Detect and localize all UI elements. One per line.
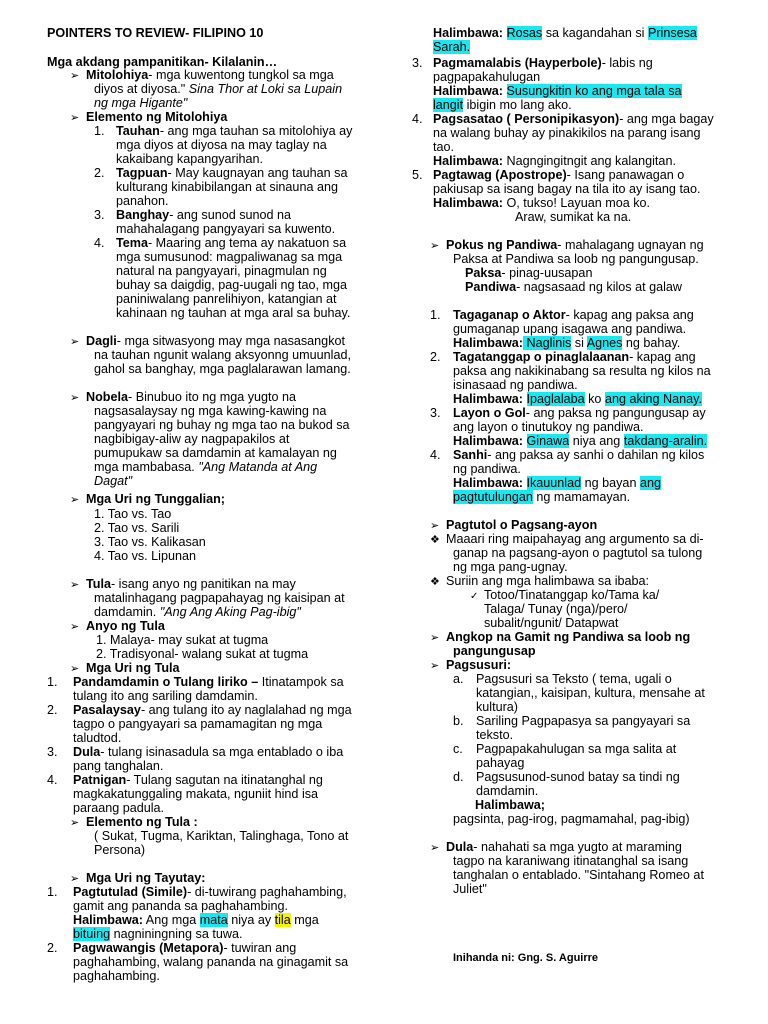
pagsusuri-line: Pagpapakahulugan sa mga salita at [476,742,677,756]
diamond-bullet-icon: ❖ [430,576,440,588]
list-item-line: kakaibang kapangyarihan. [116,152,264,166]
pagsusuri-line: damdamin. [476,784,539,798]
tagatanggap-example: Halimbawa: Ipaglalaba ko ang aking Nanay. [453,392,703,406]
list-item-line: natural na pangyayari, pinagmulan ng [116,264,327,278]
list-item: 3. [47,745,58,759]
apostrope-line: pakiusap sa isang bagay na tila ito ay isang tao. [433,182,701,196]
list-item: Dula- tulang isinasadula sa mga entablado o iba [73,745,344,759]
list-item: Pasalaysay- ang tulang ito ay naglalahad ng mga [73,703,352,717]
prepared-by-signature: Inihanda ni: Gng. S. Aguirre [453,952,599,964]
pagsusuri-line: kultura) [476,700,518,714]
list-item: 2. Tao vs. Sarili [94,521,180,535]
diamond-bullet-icon: ❖ [430,534,440,546]
arrow-bullet-icon: ➢ [70,112,80,124]
list-item: 2. [47,941,58,955]
list-item-line: taludtod. [73,731,122,745]
aktor-line: Tagaganap o Aktor- kapag ang paksa ang [453,308,694,322]
nobela-line: Dagat" [94,474,133,488]
pagsusuri-line: katangian,, kaisipan, kultura, mensahe at [476,686,705,700]
list-item: 1. [47,675,58,689]
list-item-line: panahon. [116,194,169,208]
list-item: Tema- Maaring ang tema ay nakatuon sa [116,236,347,250]
list-item: 4. [412,112,423,126]
pokus-line: Paksa at Pandiwa sa loob ng pangungusap. [453,252,699,266]
list-item: 4. [94,236,105,250]
list-item-line: mga sumusunod: magpaliwanag sa mga [116,250,343,264]
pagtutulad-line: Pagtutulad (Simile)- di-tuwirang paghahambing, [73,885,347,899]
list-item: d. [453,770,464,784]
dula-line: ➢ Dula- nahahati sa mga yugto at maraming [430,840,682,854]
list-item: 1. [94,124,105,138]
list-item: 5. [412,168,423,182]
list-item: 2. [430,350,441,364]
elemento-tula-line: Persona) [94,843,146,857]
pokus-line: ➢ Pokus ng Pandiwa- mahalagang ugnayan ng [430,238,704,252]
arrow-bullet-icon: ➢ [70,70,80,82]
uri-tula-heading: ➢ Mga Uri ng Tula [70,661,180,675]
pagtutulad-example: bituing nagniningning sa tuwa. [73,927,243,941]
dagli-line: ➢ Dagli- mga sitwasyong may mga nasasangkot [70,334,345,348]
aktor-example: Halimbawa: Naglinis si Agnes ng bahay. [453,336,681,350]
elemento-mitolohiya-heading: ➢ Elemento ng Mitolohiya [70,110,228,124]
arrow-bullet-icon: ➢ [70,494,80,506]
pandiwa-line: Pandiwa- nagsasaad ng kilos at galaw [465,280,683,294]
nobela-line: nagbibigay-aliw ay nagpapakilos at [94,432,290,446]
metapora-example: Halimbawa: Rosas sa kagandahan si Prinsesa [433,26,697,40]
nobela-line: nagsasalaysay ng mga kawing-kawing na [94,404,327,418]
dula-line: tagpo na karaniwang itinatanghal sa isang [453,854,689,868]
arrow-bullet-icon: ➢ [70,621,80,633]
list-item-line: kahinaan ng tauhan at mga aral sa buhay. [116,306,351,320]
list-item: Patnigan- Tulang sagutan na itinatanghal ng [73,773,323,787]
personipikasyon-line: Pagsasatao ( Personipikasyon)- ang mga bagay [433,112,714,126]
list-item: 2. [94,166,105,180]
list-item: 3. Tao vs. Kalikasan [94,535,206,549]
list-item-line: paniniwalang panrelihiyon, katangian at [116,292,337,306]
arrow-bullet-icon: ➢ [70,392,80,404]
mitolohiya-line: diyos at diyosa." Sina Thor at Loki sa Lupain [94,82,343,96]
list-item-line: magkakatunggaling makata, nguniit hind isa [73,787,319,801]
apostrope-example: Halimbawa: O, tukso! Layuan moa ko. [433,196,651,210]
list-item: Pandamdamin o Tulang liriko – Itinatampok sa [73,675,344,689]
tunggalian-heading: ➢ Mga Uri ng Tunggalian; [70,492,225,506]
pagtutulad-line: gamit ang pananda sa paghahambing. [73,899,288,913]
pagwawangis-line: paghahambing, walang pananda na ginagamit sa [73,955,349,969]
paksa-line: Paksa- pinag-uusapan [465,266,593,280]
list-item-line: tulang ito ang sariling damdamin. [73,689,258,703]
pagwawangis-line: Pagwawangis (Metapora)- tuwiran ang [73,941,297,955]
list-item: 3. [94,208,105,222]
list-item: 1. Tao vs. Tao [94,507,172,521]
dula-line: tanghalan o entablado. "Sintahang Romeo at [453,868,704,882]
apostrope-line: Pagtawag (Apostrope)- Isang panawagan o [433,168,685,182]
list-item: 1. [47,885,58,899]
pagtutol-heading: ➢ Pagtutol o Pagsang-ayon [430,518,598,532]
list-item: 1. [430,308,441,322]
list-item-line: mga diyos at diyosa na may taglay na [116,138,327,152]
anyo-tula-heading: ➢ Anyo ng Tula [70,619,165,633]
list-item: 2. Tradisyonal- walang sukat at tugma [96,647,309,661]
arrow-bullet-icon: ➢ [430,240,440,252]
suriin-check-line: subalit/ngunit/ Datapwat [484,616,619,630]
document-title: POINTERS TO REVIEW- FILIPINO 10 [47,26,264,40]
list-item: 1. Malaya- may sukat at tugma [96,633,269,647]
apostrope-example: Araw, sumikat ka na. [515,210,632,224]
tula-line: damdamin. "Ang Ang Aking Pag-ibig" [94,605,301,619]
dagli-line: na tauhan ngunit walang aksyonng umuunlad, [94,348,351,362]
nobela-line: mga mambabasa. "Ang Matanda at Ang [94,460,318,474]
halimbawa-heading: Halimbawa; [475,798,545,812]
dula-line: Juliet" [453,882,487,896]
hayperbole-example: langit ibigin mo lang ako. [433,98,572,112]
arrow-bullet-icon: ➢ [430,632,440,644]
tagatanggap-line: isinasaad ng pandiwa. [453,378,578,392]
layon-line: ang layon o tinutukoy ng pandiwa. [453,420,644,434]
halimbawa-line: pagsinta, pag-irog, pagmamahal, pag-ibig) [453,812,690,826]
arrow-bullet-icon: ➢ [70,663,80,675]
list-item: Tagpuan- May kaugnayan ang tauhan sa [116,166,348,180]
nobela-line: pangyayari ng buhay ng mga tao na bukod sa [94,418,350,432]
list-item-line: tagpo o pangyayari sa pamamagitan ng mga [73,717,323,731]
pagwawangis-line: paghahambing. [73,969,160,983]
pagsusuri-line: pahayag [476,756,525,770]
arrow-bullet-icon: ➢ [70,336,80,348]
tagatanggap-line: Tagatanggap o pinaglalaanan- kapag ang [453,350,696,364]
layon-line: Layon o Gol- ang paksa ng pangungusap ay [453,406,706,420]
angkop-heading: ➢ Angkop na Gamit ng Pandiwa sa loob ng [430,630,691,644]
mitolohiya-line: ng mga Higante" [94,96,188,110]
list-item: 4. [47,773,58,787]
sanhi-example: pagtutulungan ng mamamayan. [453,490,631,504]
layon-example: Halimbawa: Ginawa niya ang takdang-aralin. [453,434,708,448]
list-item: 4. [430,448,441,462]
pagtutol-line: ❖ Maaari ring maipahayag ang argumento sa di- [430,532,704,546]
list-item: c. [453,742,463,756]
hayperbole-line: pagpapakahulugan [433,70,541,84]
arrow-bullet-icon: ➢ [430,520,440,532]
list-item: a. [453,672,464,686]
hayperbole-example: Halimbawa: Susungkitin ko ang mga tala sa [433,84,682,98]
list-item: 3. [412,56,423,70]
angkop-heading: pangungusap [453,644,536,658]
list-item-line: buhay sa daigdig, pag-uugali ng tao, mga [116,278,348,292]
checkmark-icon: ✓ [470,591,479,602]
pagtutulad-example: Halimbawa: Ang mga mata niya ay tila mga [73,913,319,927]
nobela-line: ➢ Nobela- Binubuo ito ng mga yugto na [70,390,297,404]
pagsusuri-line: Sariling Pagpapasya sa pangyayari sa [476,714,691,728]
list-item: 2. [47,703,58,717]
arrow-bullet-icon: ➢ [70,817,80,829]
personipikasyon-line: tao. [433,140,455,154]
elemento-tula-line: ( Sukat, Tugma, Kariktan, Talinghaga, Tono at [94,829,349,843]
list-item-line: kulturang kinabibilangan at sinauna ang [116,180,338,194]
personipikasyon-line: na walang buhay ay pinakikilos na parang isang [433,126,701,140]
hayperbole-line: Pagmamalabis (Hayperbole)- labis ng [433,56,653,70]
suriin-line: ❖ Suriin ang mga halimbawa sa ibaba: [430,574,650,588]
list-item: 4. Tao vs. Lipunan [94,549,196,563]
personipikasyon-example: Halimbawa: Nagngingitngit ang kalangitan. [433,154,676,168]
tagatanggap-line: paksa ang nakikinabang sa resulta ng kilos na [453,364,711,378]
elemento-tula-heading: ➢ Elemento ng Tula : [70,815,198,829]
section-subtitle: Mga akdang pampanitikan- Kilalanin… [47,55,278,69]
sanhi-line: ng pandiwa. [453,462,521,476]
list-item-line: pang tanghalan. [73,759,164,773]
pagsusuri-line: Pagsusuri sa Teksto ( tema, ugali o [476,672,672,686]
pagsusuri-line: Pagsusunod-sunod batay sa tindi ng [476,770,680,784]
pagtutol-line: ng mga pang-ugnay. [453,560,568,574]
suriin-check-line: Talaga/ Tunay (nga)/pero/ [484,602,628,616]
list-item-line: mahahalagang pangyayari sa kuwento. [116,222,336,236]
aktor-line: gumaganap upang isagawa ang pandiwa. [453,322,687,336]
suriin-check-line: ✓ Totoo/Tinatanggap ko/Tama ka/ [470,588,660,602]
sanhi-line: Sanhi- ang paksa ay sanhi o dahilan ng kilos [453,448,705,462]
list-item-line: paraang padula. [73,801,165,815]
dagli-line: gahol sa banghay, mga paglalarawan lamang. [94,362,351,376]
arrow-bullet-icon: ➢ [430,842,440,854]
list-item: Banghay- ang sunod sunod na [116,208,292,222]
pagtutol-line: ganap na pagsang-ayon o pagtutol sa tulong [453,546,703,560]
list-item: 3. [430,406,441,420]
metapora-example: Sarah. [433,40,471,54]
list-item: Tauhan- ang mga tauhan sa mitolohiya ay [116,124,353,138]
nobela-line: pumupukaw sa damdamin at kamalayan ng [94,446,337,460]
tula-line: matalinhagang pagpapahayag ng kaisipan at [94,591,345,605]
sanhi-example: Halimbawa: Ikauunlad ng bayan ang [453,476,661,490]
pagsusuri-line: teksto. [476,728,514,742]
mitolohiya-line: ➢ Mitolohiya- mga kuwentong tungkol sa mga [70,68,334,82]
pagsusuri-heading: ➢ Pagsusuri: [430,658,512,672]
tula-line: ➢ Tula- isang anyo ng panitikan na may [70,577,296,591]
tayutay-heading: ➢ Mga Uri ng Tayutay: [70,871,206,885]
arrow-bullet-icon: ➢ [70,873,80,885]
arrow-bullet-icon: ➢ [430,660,440,672]
arrow-bullet-icon: ➢ [70,579,80,591]
list-item: b. [453,714,464,728]
